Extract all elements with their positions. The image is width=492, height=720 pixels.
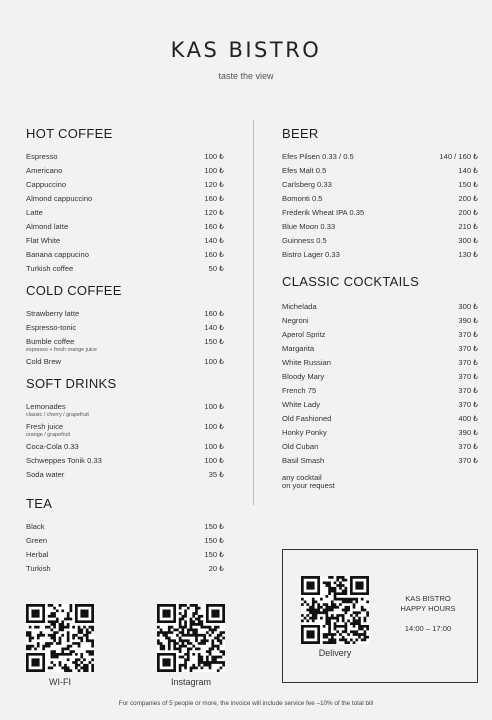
item-price: 50 ₺	[208, 264, 224, 273]
item-name: Honky Ponky	[282, 428, 327, 437]
item-price: 100 ₺	[204, 442, 224, 451]
item-name: White Lady	[282, 400, 320, 409]
item-price: 160 ₺	[204, 309, 224, 318]
item-price: 140 ₺	[204, 323, 224, 332]
menu-header	[0, 38, 492, 81]
menu-item	[282, 454, 478, 468]
delivery-happy-hours-box	[282, 549, 478, 683]
wifi-qr-code[interactable]	[26, 604, 94, 672]
item-name: Bomonti 0.5	[282, 194, 323, 203]
item-name: Almond latte	[26, 222, 69, 231]
item-name: Aperol Spritz	[282, 330, 326, 339]
menu-item	[26, 178, 224, 192]
item-price: 400 ₺	[458, 414, 478, 423]
item-price: 150 ₺	[204, 522, 224, 531]
note-line: on your request	[282, 481, 335, 490]
menu-item	[282, 384, 478, 398]
menu-item	[282, 150, 478, 164]
item-name: Flat White	[26, 236, 61, 245]
item-name: Almond cappuccino	[26, 194, 93, 203]
item-name: Margarita	[282, 344, 315, 353]
bistro-logo: KAS BISTRO	[170, 38, 322, 62]
menu-item	[26, 164, 224, 178]
note-line: any cocktail	[282, 473, 322, 482]
menu-item	[282, 206, 478, 220]
menu-item	[26, 335, 224, 355]
section-title: HOT COFFEE	[26, 126, 113, 141]
item-price: 100 ₺	[204, 456, 224, 465]
item-name: Efes Pilsen 0.33 / 0.5	[282, 152, 354, 161]
item-name: Guinness 0.5	[282, 236, 327, 245]
item-price: 20 ₺	[208, 564, 224, 573]
menu-item	[26, 355, 224, 369]
item-price: 100 ₺	[204, 166, 224, 175]
item-price: 300 ₺	[458, 302, 478, 311]
right-column	[282, 126, 478, 490]
item-price: 370 ₺	[458, 456, 478, 465]
menu-item	[26, 262, 224, 276]
menu-item	[26, 534, 224, 548]
section-title: SOFT DRINKS	[26, 376, 117, 391]
menu-item	[282, 300, 478, 314]
menu-item	[26, 248, 224, 262]
section-title: TEA	[26, 496, 53, 511]
menu-item	[282, 178, 478, 192]
menu-item	[26, 520, 224, 534]
qr-pattern-icon	[157, 604, 225, 672]
item-name: Turkish	[26, 564, 51, 573]
item-price: 390 ₺	[458, 428, 478, 437]
item-price: 150 ₺	[204, 337, 224, 346]
qr-pattern-icon	[26, 604, 94, 672]
menu-item	[26, 468, 224, 482]
item-name: Carlsberg 0.33	[282, 180, 332, 189]
item-name: Frederik Wheat IPA 0.35	[282, 208, 365, 217]
item-price: 370 ₺	[458, 372, 478, 381]
instagram-qr-code[interactable]	[157, 604, 225, 672]
qr-pattern-icon	[301, 576, 369, 644]
menu-item	[282, 398, 478, 412]
menu-item	[26, 420, 224, 440]
item-price: 150 ₺	[458, 180, 478, 189]
item-name: Negroni	[282, 316, 309, 325]
item-name: Michelada	[282, 302, 317, 311]
menu-item	[26, 321, 224, 335]
item-price: 210 ₺	[458, 222, 478, 231]
item-name: Efes Malt 0.5	[282, 166, 327, 175]
item-name: Herbal	[26, 550, 49, 559]
item-price: 150 ₺	[204, 536, 224, 545]
item-description: classic / cherry / grapefruit	[26, 412, 89, 418]
item-name: Basil Smash	[282, 456, 325, 465]
wifi-qr-label: WI-FI	[49, 677, 71, 687]
menu-item	[282, 164, 478, 178]
happy-hours-line: KAS BISTRO	[405, 594, 451, 603]
item-price: 140 ₺	[458, 166, 478, 175]
menu-item	[26, 150, 224, 164]
menu-item	[282, 440, 478, 454]
item-name: Bloody Mary	[282, 372, 325, 381]
item-price: 150 ₺	[204, 550, 224, 559]
section-soft-drinks	[26, 376, 224, 482]
item-name: Cappuccino	[26, 180, 67, 189]
section-cold-coffee	[26, 283, 224, 369]
left-column	[26, 126, 224, 576]
instagram-qr-label: Instagram	[170, 677, 212, 687]
item-name: Blue Moon 0.33	[282, 222, 336, 231]
item-name: Espresso-tonic	[26, 323, 77, 332]
item-name: Fresh juice orange / grapefruit	[26, 422, 71, 438]
service-fee-note: For companies of 5 people or more, the invoice will include service fee –10% of the total bill	[118, 700, 374, 707]
item-price: 200 ₺	[458, 194, 478, 203]
item-price: 120 ₺	[204, 180, 224, 189]
item-price: 160 ₺	[204, 250, 224, 259]
item-price: 370 ₺	[458, 400, 478, 409]
item-name: Old Fashioned	[282, 414, 332, 423]
item-price: 100 ₺	[204, 422, 224, 431]
menu-item	[282, 426, 478, 440]
menu-item	[26, 206, 224, 220]
item-price: 130 ₺	[458, 250, 478, 259]
item-name: Americano	[26, 166, 63, 175]
section-title: COLD COFFEE	[26, 283, 122, 298]
item-name: Green	[26, 536, 48, 545]
item-name: Coca-Cola 0.33	[26, 442, 79, 451]
item-name: White Russian	[282, 358, 331, 367]
section-beer	[282, 126, 478, 262]
happy-hours-info	[383, 594, 473, 634]
menu-item	[26, 454, 224, 468]
section-tea	[26, 496, 224, 576]
item-name: Bumble coffee espresso + fresh orange juice	[26, 337, 97, 353]
menu-item	[26, 548, 224, 562]
cocktail-note	[282, 474, 478, 490]
item-name: Lemonades classic / cherry / grapefruit	[26, 402, 89, 418]
menu-item	[282, 192, 478, 206]
item-price: 100 ₺	[204, 357, 224, 366]
item-price: 370 ₺	[458, 442, 478, 451]
happy-hours-time: 14:00 – 17:00	[404, 624, 452, 633]
item-name: Black	[26, 522, 45, 531]
item-price: 370 ₺	[458, 358, 478, 367]
item-price: 370 ₺	[458, 386, 478, 395]
item-name: French 75	[282, 386, 317, 395]
tagline: taste the view	[218, 71, 274, 81]
delivery-qr-code[interactable]	[301, 576, 369, 644]
menu-item	[26, 440, 224, 454]
item-name: Strawberry latte	[26, 309, 80, 318]
item-price: 140 / 160 ₺	[439, 152, 478, 161]
item-price: 160 ₺	[204, 222, 224, 231]
menu-item	[282, 248, 478, 262]
column-divider	[253, 120, 254, 505]
menu-item	[26, 400, 224, 420]
item-price: 100 ₺	[204, 402, 224, 411]
item-price: 140 ₺	[204, 236, 224, 245]
item-price: 390 ₺	[458, 316, 478, 325]
item-name: Old Cuban	[282, 442, 319, 451]
item-price: 370 ₺	[458, 330, 478, 339]
menu-item	[282, 342, 478, 356]
menu-item	[282, 356, 478, 370]
item-price: 160 ₺	[204, 194, 224, 203]
menu-item	[26, 192, 224, 206]
item-description: orange / grapefruit	[26, 432, 71, 438]
item-description: espresso + fresh orange juice	[26, 347, 97, 353]
menu-item	[282, 220, 478, 234]
item-name: Schweppes Tonik 0.33	[26, 456, 102, 465]
item-name: Bistro Lager 0.33	[282, 250, 340, 259]
menu-item	[282, 412, 478, 426]
section-hot-coffee	[26, 126, 224, 276]
item-name: Cold Brew	[26, 357, 62, 366]
delivery-qr-label: Delivery	[318, 648, 352, 658]
item-name: Espresso	[26, 152, 58, 161]
menu-item	[282, 234, 478, 248]
section-title: CLASSIC COCKTAILS	[282, 274, 420, 289]
item-price: 200 ₺	[458, 208, 478, 217]
section-title: BEER	[282, 126, 319, 141]
item-price: 300 ₺	[458, 236, 478, 245]
menu-item	[26, 220, 224, 234]
menu-item	[282, 328, 478, 342]
menu-item	[282, 314, 478, 328]
happy-hours-title: HAPPY HOURS	[400, 604, 456, 613]
menu-item	[282, 370, 478, 384]
item-name: Latte	[26, 208, 43, 217]
item-name: Turkish coffee	[26, 264, 74, 273]
section-classic-cocktails	[282, 274, 478, 490]
item-name: Banana cappucino	[26, 250, 89, 259]
item-price: 370 ₺	[458, 344, 478, 353]
menu-item	[26, 562, 224, 576]
item-price: 120 ₺	[204, 208, 224, 217]
menu-item	[26, 307, 224, 321]
item-price: 35 ₺	[208, 470, 224, 479]
item-price: 100 ₺	[204, 152, 224, 161]
item-name: Soda water	[26, 470, 65, 479]
menu-item	[26, 234, 224, 248]
